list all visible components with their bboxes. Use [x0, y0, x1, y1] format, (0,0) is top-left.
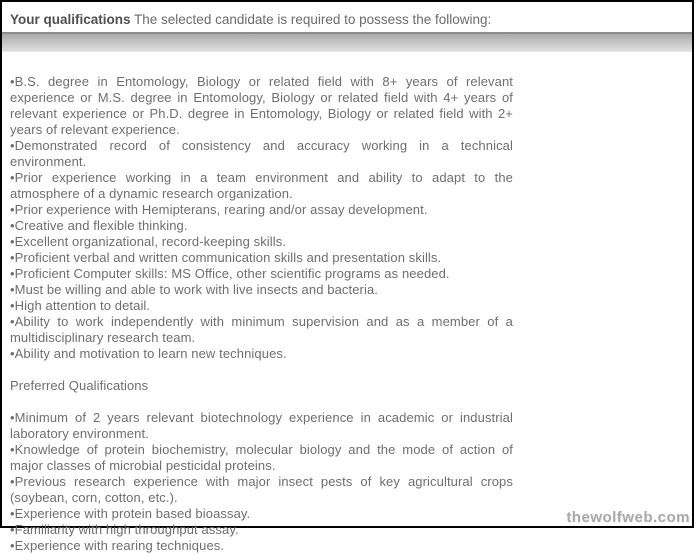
qualification-item: •Prior experience working in a team environment and ability to adapt to the atmosphere of a dynamic research organization.: [10, 170, 513, 201]
qualification-item: •Proficient Computer skills: MS Office, other scientific programs as needed.: [10, 266, 450, 281]
preferred-item: •Previous research experience with major insect pests of key agricultural crops (soybean, corn, cotton, etc.).: [10, 474, 513, 505]
preferred-item: •Minimum of 2 years relevant biotechnology experience in academic or industrial laboratory environment.: [10, 410, 513, 441]
preferred-item: •Knowledge of protein biochemistry, molecular biology and the mode of action of major classes of microbial pesticidal proteins.: [10, 442, 513, 473]
preferred-item: •Experience with protein based bioassay.: [10, 506, 251, 521]
qualification-item: •Must be willing and able to work with live insects and bacteria.: [10, 282, 379, 297]
qualification-item: •Ability to work independently with minimum supervision and as a member of a multidisciplinary research team.: [10, 314, 513, 345]
qualifications-content: [2, 52, 692, 554]
section-title: Your qualifications: [10, 12, 131, 27]
preferred-item: •Experience with rearing techniques.: [10, 538, 225, 553]
preferred-item: •Familiarity with high throughput assay.: [10, 522, 239, 537]
preferred-qualifications-heading: Preferred Qualifications: [10, 378, 149, 393]
qualifications-header: [2, 2, 692, 32]
qualification-item: •Proficient verbal and written communication skills and presentation skills.: [10, 250, 442, 265]
qualification-item: •Ability and motivation to learn new techniques.: [10, 346, 287, 361]
qualification-item: •Excellent organizational, record-keeping skills.: [10, 234, 287, 249]
qualification-item: •Demonstrated record of consistency and accuracy working in a technical environment.: [10, 138, 513, 169]
watermark: thewolfweb.com: [566, 509, 690, 526]
divider-bar: [2, 32, 692, 52]
qualification-item: •High attention to detail.: [10, 298, 151, 313]
section-subtitle: The selected candidate is required to possess the following:: [134, 12, 492, 27]
qualification-item: •Creative and flexible thinking.: [10, 218, 188, 233]
qualification-item: •Prior experience with Hemipterans, rearing and/or assay development.: [10, 202, 428, 217]
qualification-item: •B.S. degree in Entomology, Biology or related field with 8+ years of relevant experience or M.S. degree in Entomology, Biology or related field with 4+ years of relevant experience or Ph.D. degree in Entomology, Biology or related field with 2+ years of relevant experience.: [10, 74, 513, 137]
